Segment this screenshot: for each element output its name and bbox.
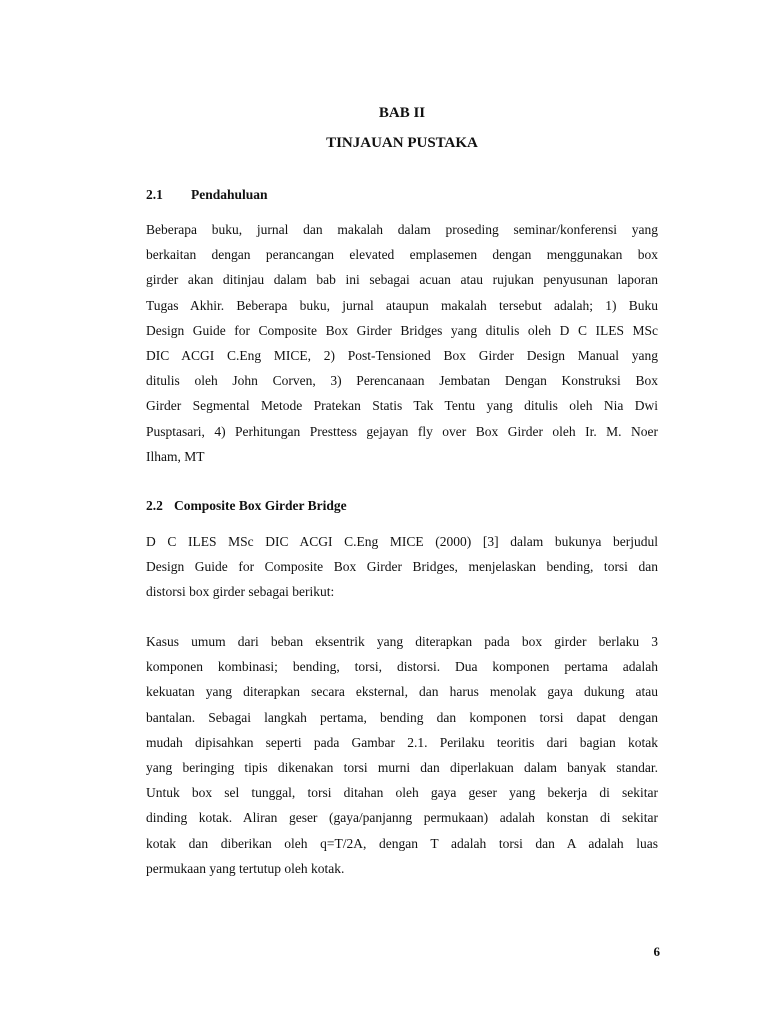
paragraph-line: berkaitan dengan perancangan elevated emplasemen dengan menggunakan box xyxy=(146,247,658,263)
paragraph-line: girder akan ditinjau dalam bab ini sebagai acuan atau rujukan penyusunan laporan xyxy=(146,272,658,288)
section-heading-pendahuluan xyxy=(146,186,268,204)
paragraph-line: Tugas Akhir. Beberapa buku, jurnal ataupun makalah tersebut adalah; 1) Buku xyxy=(146,297,658,313)
paragraph-line: distorsi box girder sebagai berikut: xyxy=(146,584,335,600)
paragraph-line: Kasus umum dari beban eksentrik yang diterapkan pada box girder berlaku 3 xyxy=(146,634,658,649)
paragraph-line: kekuatan yang diterapkan secara eksternal, dan harus menolak gaya dukung atau xyxy=(146,684,658,700)
paragraph-line: DIC ACGI C.Eng MICE, 2) Post-Tensioned Box Girder Design Manual yang xyxy=(146,347,658,363)
paragraph-line: Beberapa buku, jurnal dan makalah dalam proseding seminar/konferensi yang xyxy=(146,222,658,237)
paragraph-line: ditulis oleh John Corven, 3) Perencanaan Jembatan Dengan Konstruksi Box xyxy=(146,373,658,389)
paragraph-line: yang beringing tipis dikenakan torsi murni dan diperlakuan dalam banyak standar. xyxy=(146,759,658,775)
page-number: 6 xyxy=(653,944,660,959)
paragraph-line: D C ILES MSc DIC ACGI C.Eng MICE (2000) [3] dalam bukunya berjudul xyxy=(146,534,658,549)
paragraph-intro xyxy=(146,529,658,605)
chapter-number: BAB II xyxy=(378,105,426,121)
paragraph-body xyxy=(146,629,658,881)
paragraph-line: komponen kombinasi; bending, torsi, distorsi. Dua komponen pertama adalah xyxy=(146,659,658,675)
paragraph-line: Girder Segmental Metode Pratekan Statis Tak Tentu yang ditulis oleh Nia Dwi xyxy=(146,398,658,414)
paragraph-line: bantalan. Sebagai langkah pertama, bending dan komponen torsi dapat dengan xyxy=(146,709,658,725)
paragraph-line: dinding kotak. Aliran geser (gaya/panjanng permukaan) adalah konstan di sekitar xyxy=(146,810,658,826)
section-number: 2.1 xyxy=(146,187,163,202)
section-heading-composite-box-girder: 2.2 Composite Box Girder Bridge xyxy=(146,498,347,513)
paragraph-line: Pusptasari, 4) Perhitungan Presttess gejayan fly over Box Girder oleh Ir. M. Noer xyxy=(146,423,658,439)
paragraph-line: permukaan yang tertutup oleh kotak. xyxy=(146,860,345,876)
paragraph-line: Design Guide for Composite Box Girder Bridges yang ditulis oleh D C ILES MSc xyxy=(146,322,658,338)
paragraph-line: mudah dipisahkan seperti pada Gambar 2.1. Perilaku teoritis dari bagian kotak xyxy=(146,734,658,750)
section-title: Pendahuluan xyxy=(191,187,268,202)
paragraph-pendahuluan xyxy=(146,217,658,469)
paragraph-line: Design Guide for Composite Box Girder Bridges, menjelaskan bending, torsi dan xyxy=(146,559,658,575)
paragraph-line: kotak dan diberikan oleh q=T/2A, dengan T adalah torsi dan A adalah luas xyxy=(146,835,658,851)
chapter-title: TINJAUAN PUSTAKA xyxy=(326,135,478,151)
section-title: Composite Box Girder Bridge xyxy=(174,498,347,513)
paragraph-line: Untuk box sel tunggal, torsi ditahan oleh gaya geser yang bekerja di sekitar xyxy=(146,785,658,801)
paragraph-line: Ilham, MT xyxy=(146,448,205,464)
